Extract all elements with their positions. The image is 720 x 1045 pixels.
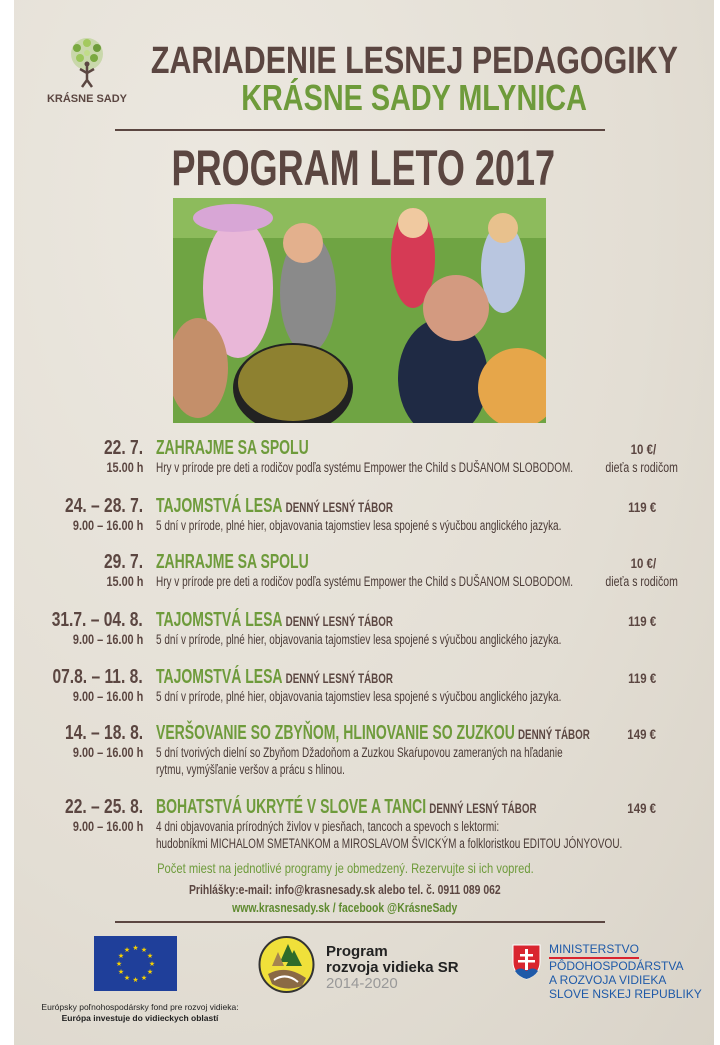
events-6-time: 9.00 – 16.00 h [72,818,143,834]
event-price-note [585,459,678,476]
children-photo [173,198,546,423]
eu-stars-icon [94,936,177,991]
events-5-desc-0: 5 dní tvorivých dielní so Zbyňom Džadoňom a Zuzkou Skaŕupovou zameraných na hľadanie [156,745,563,760]
events-6-desc-0: 4 dni objavovania prírodných živlov v piesňach, tancoch a spevoch s lektormi: [156,819,500,834]
events-1-subtitle: DENNÝ LESNÝ TÁBOR [285,499,393,515]
event-price-note [585,573,678,590]
event-title [156,667,586,689]
prv-emblem-icon [258,936,315,993]
event-description [156,459,586,476]
header-title-text: ZARIADENIE LESNEJ PEDAGOGIKY [150,40,678,82]
events-4-time: 9.00 – 16.00 h [72,688,143,704]
ministry-text [549,942,702,1001]
events-2-date: 29. 7. [103,551,143,573]
prv-line2: rozvoja vidieka SR [326,959,459,976]
event-price [622,499,656,516]
event-date [43,723,143,745]
events-0-date: 22. 7. [103,437,143,459]
logo-text: KRÁSNE SADY [46,93,128,105]
event-title [156,552,586,574]
events-2-title: ZAHRAJME SA SPOLU [156,551,309,573]
event-price [625,441,656,458]
events-0-price_note: dieťa s rodičom [605,460,678,475]
events-6-subtitle: DENNÝ LESNÝ TÁBOR [429,800,537,816]
event-description [156,573,586,590]
events-6-desc-1: hudobníkmi MICHALOM SMETANKOM a MIROSLAVOM ŠVICKÝM a folkloristkou EDITOU JÓNYOVOU. [156,836,623,851]
events-5-price: 149 € [627,726,656,742]
event-date [27,667,143,689]
events-3-title: TAJOMSTVÁ LESA [156,609,283,631]
events-0-title: ZAHRAJME SA SPOLU [156,437,309,459]
event-time [53,688,143,705]
events-3-desc-0: 5 dní v prírode, plné hier, objavovania tajomstiev lesa spojené s výučbou anglického jazyka. [156,632,562,647]
svg-text:★: ★ [140,947,148,954]
events-3-date: 31.7. – 04. 8. [51,609,143,631]
prv-logo [258,936,315,998]
tree-logo-icon [65,36,109,88]
event-title [156,797,586,819]
svg-text:★: ★ [115,961,123,968]
text-wrapper [156,552,309,574]
events-6-date: 22. – 25. 8. [64,796,143,818]
event-price [622,670,656,687]
divider-bottom [115,921,605,923]
events-6-price: 149 € [627,800,656,816]
svg-text:★: ★ [123,947,131,954]
svg-text:★: ★ [123,975,131,982]
notes-contact: Prihlášky:e-mail: info@krasnesady.sk alebo tel. č. 0911 089 062 [189,882,501,897]
ministry-line3: A ROZVOJA VIDIEKA [549,973,667,987]
divider-top [115,129,605,131]
right-border [714,0,720,1045]
events-4-desc-0: 5 dní v prírode, plné hier, objavovania tajomstiev lesa spojené s výučbou anglického jazyka. [156,689,562,704]
events-4-subtitle: DENNÝ LESNÝ TÁBOR [285,670,393,686]
events-1-desc-0: 5 dní v prírode, plné hier, objavovania tajomstiev lesa spojené s výučbou anglického jazyka. [156,518,562,533]
photo-illustration [173,198,546,423]
events-5-time: 9.00 – 16.00 h [72,744,143,760]
svg-text:★: ★ [146,969,154,976]
event-time [53,517,143,534]
text-wrapper [156,438,309,460]
ministry-line2: PÔDOHOSPODÁRSTVA [549,959,684,973]
events-3-subtitle: DENNÝ LESNÝ TÁBOR [285,613,393,629]
event-description [156,744,586,761]
ministry-line4: SLOVE NSKEJ REPUBLIKY [549,987,702,1001]
event-description [156,818,586,835]
eu-caption [10,1002,270,1024]
events-0-desc-0: Hry v prírode pre deti a rodičov podľa systému Empower the Child s DUŠANOM SLOBODOM. [156,460,574,475]
text-wrapper [156,667,393,689]
event-title [156,438,586,460]
event-time [96,573,143,590]
events-1-time: 9.00 – 16.00 h [72,517,143,533]
left-border [0,0,14,1045]
header-subtitle-text: KRÁSNE SADY MLYNICA [241,77,587,118]
svg-text:★: ★ [148,961,156,968]
events-0-price: 10 €/ [630,441,656,457]
events-5-desc-1: rytmu, vymýšľanie veršov a prácu s hlinou. [156,762,345,777]
event-price [621,726,656,743]
prv-text [326,944,459,992]
events-4-title: TAJOMSTVÁ LESA [156,666,283,688]
event-title [156,722,590,745]
text-wrapper [156,797,537,819]
event-title [156,496,586,518]
ministry-line1: MINISTERSTVO [549,942,639,959]
slovak-coat-of-arms-icon [512,944,541,985]
text-wrapper [156,723,590,745]
event-date [93,552,143,574]
event-date [26,610,143,632]
prv-years: 2014-2020 [326,975,398,992]
event-price [621,800,656,817]
event-date [43,797,143,819]
eu-caption-line1: Európsky poľnohospodársky fond pre rozvoj vidieka: [41,1002,239,1012]
event-price [625,555,656,572]
event-description [156,688,586,705]
svg-text:★: ★ [117,953,125,960]
notes-web: www.krasnesady.sk / facebook @KrásneSady [232,900,458,915]
events-5-title: VERŠOVANIE SO ZBYŇOM, HLINOVANIE SO ZUZKOU [156,722,515,744]
events-5-subtitle: DENNÝ TÁBOR [517,726,590,742]
events-1-date: 24. – 28. 7. [64,495,143,517]
eu-flag [94,936,177,991]
event-time [96,459,143,476]
svg-text:★: ★ [140,975,148,982]
events-3-price: 119 € [627,613,656,629]
svg-text:★: ★ [146,953,154,960]
event-description [156,761,586,778]
events-4-date: 07.8. – 11. 8. [52,666,143,688]
event-time [53,818,143,835]
events-0-time: 15.00 h [105,459,143,475]
text-wrapper [156,610,393,632]
event-title [156,610,586,632]
program-title-text: PROGRAM LETO 2017 [171,140,555,196]
krasne-sady-logo [42,36,132,106]
event-description [156,835,623,852]
event-description [156,517,586,534]
event-date [43,496,143,518]
events-2-desc-0: Hry v prírode pre deti a rodičov podľa systému Empower the Child s DUŠANOM SLOBODOM. [156,574,574,589]
svg-text:★: ★ [132,945,139,952]
events-4-price: 119 € [627,670,656,686]
prv-line1: Program [326,943,388,960]
text-wrapper [156,496,393,518]
eu-caption-line2: Európa investuje do vidieckych oblastí [61,1013,219,1023]
event-description [156,631,586,648]
event-time [53,744,143,761]
svg-text:★: ★ [132,977,139,984]
events-1-title: TAJOMSTVÁ LESA [156,495,283,517]
events-2-time: 15.00 h [105,573,143,589]
events-2-price_note: dieťa s rodičom [605,574,678,589]
events-3-time: 9.00 – 16.00 h [72,631,143,647]
svg-text:★: ★ [117,969,125,976]
events-2-price: 10 €/ [630,555,656,571]
events-5-date: 14. – 18. 8. [64,722,143,744]
events-1-price: 119 € [627,499,656,515]
events-6-title: BOHATSTVÁ UKRYTÉ V SLOVE A TANCI [156,796,427,818]
notes-capacity: Počet miest na jednotlivé programy je obmedzený. Rezervujte si ich vopred. [156,860,534,876]
event-time [53,631,143,648]
event-date [93,438,143,460]
event-price [622,613,656,630]
